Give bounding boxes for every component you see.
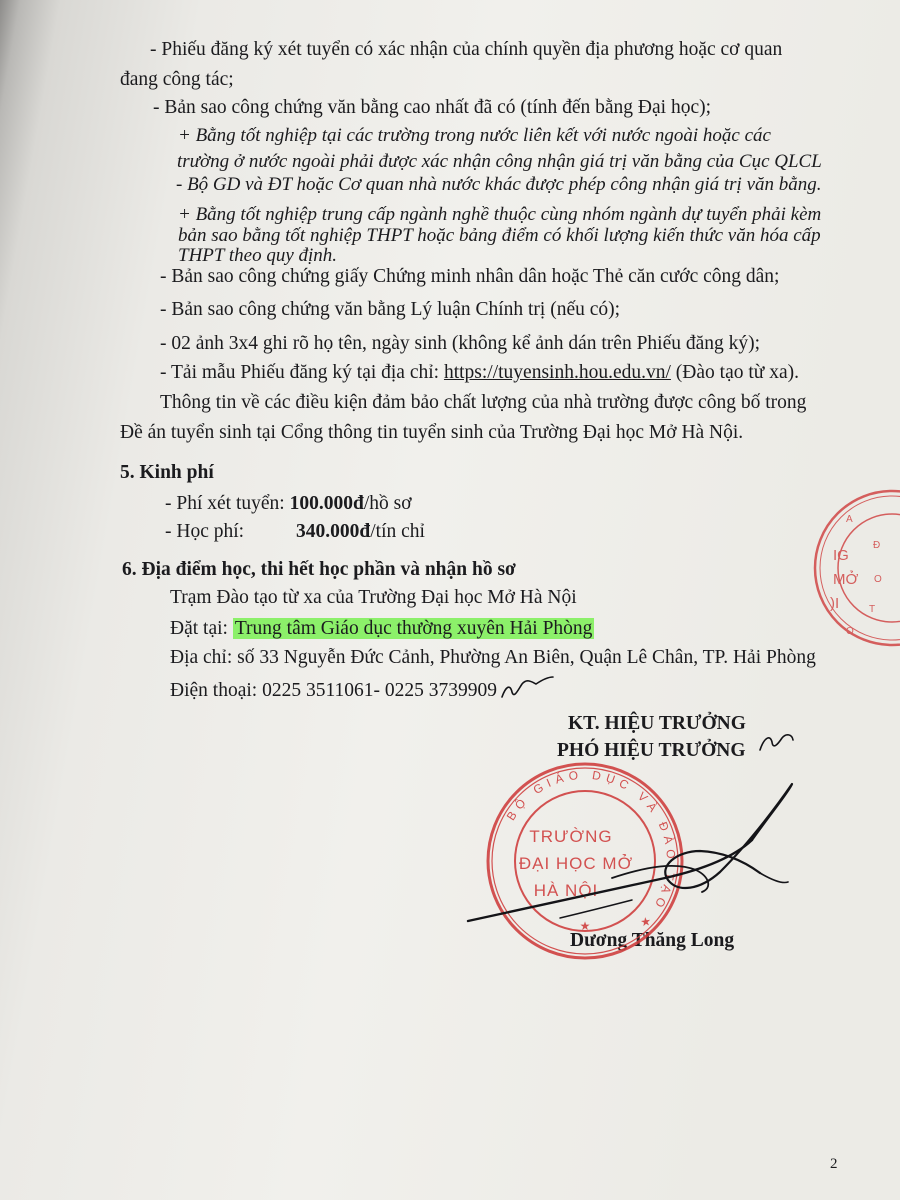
req-degree: - Bản sao công chứng văn bằng cao nhất đã có (tính đến bằng Đại học);	[153, 97, 712, 118]
signature-title-1: KT. HIỆU TRƯỞNG	[568, 713, 746, 734]
svg-text:MỞ: MỞ	[833, 571, 859, 588]
registration-link[interactable]: https://tuyensinh.hou.edu.vn/	[443, 362, 671, 383]
fees-heading: 5. Kinh phí	[120, 462, 214, 483]
info-line2: Đề án tuyển sinh tại Cổng thông tin tuyển sinh của Trường Đại học Mở Hà Nội.	[120, 422, 744, 443]
svg-text:IG: IG	[833, 547, 849, 564]
fee-tuition-value: 340.000đ	[296, 521, 371, 542]
req-id-card: - Bản sao công chứng giấy Chứng minh nhân dân hoặc Thẻ căn cước công dân;	[160, 266, 780, 287]
req-form-line1: - Phiếu đăng ký xét tuyển có xác nhận của chính quyền địa phương hoặc cơ quan	[150, 39, 783, 60]
location-address: Địa chỉ: số 33 Nguyễn Đức Cảnh, Phường An Biên, Quận Lê Chân, TP. Hải Phòng	[170, 647, 816, 668]
req-form-line2: đang công tác;	[120, 69, 234, 90]
req-foreign-line3: - Bộ GD và ĐT hoặc Cơ quan nhà nước khác được phép công nhận giá trị văn bằng.	[176, 174, 822, 195]
official-seal-icon	[488, 764, 682, 958]
svg-text:O: O	[846, 626, 854, 637]
req-foreign-line2: trường ở nước ngoài phải được xác nhận công nhận giá trị văn bằng của Cục QLCL	[177, 151, 822, 172]
svg-text:HÀ NỘI: HÀ NỘI	[533, 881, 599, 900]
req-vocational-line1: + Bằng tốt nghiệp trung cấp ngành nghề thuộc cùng nhóm ngành dự tuyển phải kèm	[178, 204, 822, 225]
location-phone: Điện thoại: 0225 3511061- 0225 3739909	[170, 680, 497, 701]
fee-application-value: 100.000đ	[289, 493, 364, 514]
location-station: Trạm Đào tạo từ xa của Trường Đại học Mở Hà Nội	[170, 587, 577, 608]
fee-tuition-unit: /tín chỉ	[370, 521, 425, 542]
fee-application-unit: /hồ sơ	[363, 493, 412, 514]
svg-text:Đ: Đ	[873, 540, 881, 551]
partial-seal-icon	[815, 491, 900, 645]
signature-title-2: PHÓ HIỆU TRƯỞNG	[557, 740, 746, 761]
req-politics: - Bản sao công chứng văn bằng Lý luận Chính trị (nếu có);	[160, 299, 621, 320]
svg-text:A: A	[846, 514, 853, 525]
svg-text:BỘ GIÁO DỤC VÀ ĐÀO TẠO ★: BỘ GIÁO DỤC VÀ ĐÀO TẠO ★	[503, 767, 679, 935]
req-vocational-line3: THPT theo quy định.	[178, 245, 338, 266]
initials-signature-icon	[502, 677, 793, 750]
req-download-suffix: (Đào tạo từ xa).	[670, 362, 799, 383]
fee-application-label: - Phí xét tuyển:	[165, 493, 290, 514]
info-line1: Thông tin về các điều kiện đảm bảo chất lượng của nhà trường được công bố trong	[160, 392, 807, 413]
location-heading: 6. Địa điểm học, thi hết học phần và nhận hồ sơ	[122, 559, 516, 580]
location-place-value: Trung tâm Giáo dục thường xuyên Hải Phòng	[234, 618, 593, 639]
svg-text:T: T	[869, 604, 876, 615]
fee-tuition-label: - Học phí:	[165, 521, 245, 542]
req-foreign-line1: + Bằng tốt nghiệp tại các trường trong nước liên kết với nước ngoài hoặc các	[178, 125, 771, 146]
svg-text:O: O	[874, 574, 882, 585]
svg-text:TRƯỜNG: TRƯỜNG	[529, 827, 613, 846]
req-download-prefix: - Tải mẫu Phiếu đăng ký tại địa chỉ:	[160, 362, 444, 383]
svg-text:)I: )I	[830, 595, 840, 612]
page-number: 2	[830, 1156, 838, 1172]
svg-text:★: ★	[579, 919, 591, 933]
location-place-label: Đặt tại:	[170, 618, 233, 639]
svg-text:ĐẠI HỌC MỞ: ĐẠI HỌC MỞ	[518, 854, 634, 873]
req-vocational-line2: bản sao bằng tốt nghiệp THPT hoặc bảng điểm có khối lượng kiến thức văn hóa cấp	[178, 225, 821, 246]
signer-name: Dương Thăng Long	[570, 930, 735, 951]
req-photos: - 02 ảnh 3x4 ghi rõ họ tên, ngày sinh (không kể ảnh dán trên Phiếu đăng ký);	[160, 333, 761, 354]
